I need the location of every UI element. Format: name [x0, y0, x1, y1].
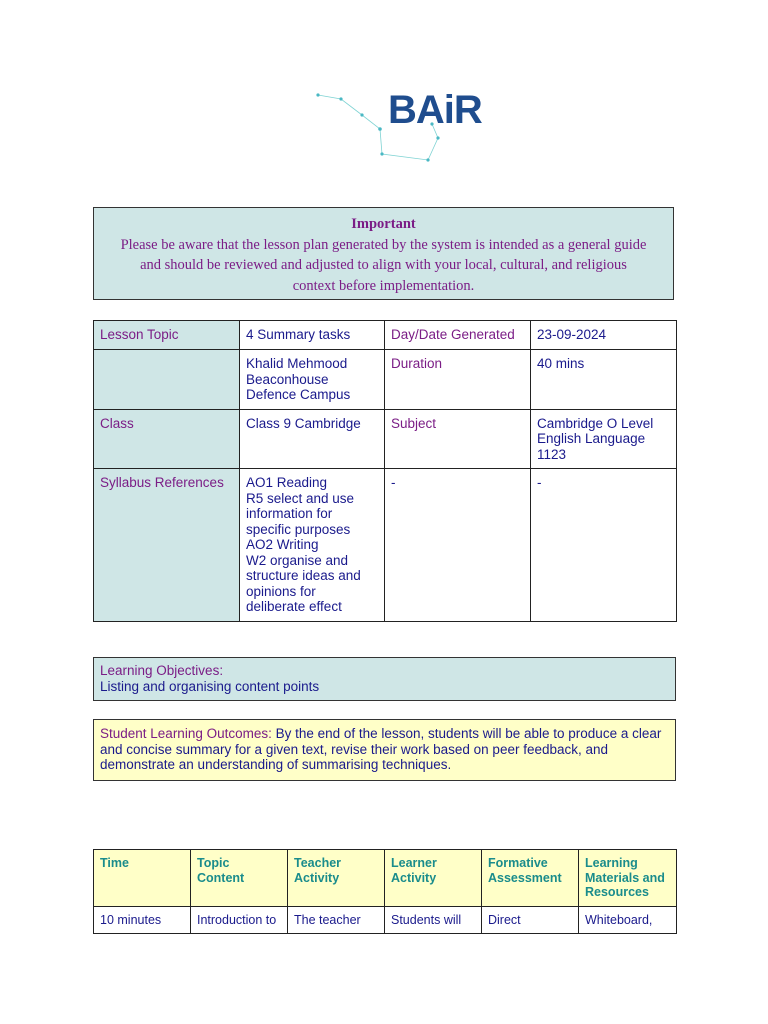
lesson-plan-table: [93, 849, 677, 934]
info-value-line: Cambridge O Level: [537, 415, 654, 431]
info-value: [240, 409, 385, 469]
info-row: [94, 469, 677, 622]
plan-header-line: Assessment: [488, 870, 562, 885]
plan-header: [288, 850, 385, 907]
info-value-line: -: [537, 475, 542, 490]
info-value-line: R5 select and use: [246, 490, 355, 506]
plan-header-line: Activity: [294, 870, 340, 885]
info-value-line: Class 9 Cambridge: [246, 415, 361, 431]
info-value-line: W2 organise and: [246, 552, 349, 568]
learning-objectives: [93, 657, 676, 701]
important-notice: [93, 207, 674, 300]
notice-line: context before implementation.: [292, 277, 475, 294]
info-value-line: opinions for: [246, 583, 316, 599]
info-value-line: AO1 Reading: [246, 475, 328, 490]
info-label: [94, 350, 240, 410]
plan-header-line: Time: [100, 856, 129, 870]
info-value: [531, 321, 677, 350]
plan-header-line: Materials and: [585, 870, 665, 885]
notice-heading: Important: [351, 216, 416, 232]
plan-header-line: Topic: [197, 856, 230, 870]
info-value: [531, 409, 677, 469]
info-row: [94, 321, 677, 350]
outcomes-text: By the end of the lesson, students will be able to produce a clear and concise summary for a given text, revise their work based on peer feedback, and demonstrate an understanding of summarising techniques.: [100, 726, 662, 772]
plan-cell: Introduction to: [191, 906, 288, 934]
plan-header: [94, 850, 191, 907]
info-value: [240, 321, 385, 350]
plan-cell: The teacher: [288, 906, 385, 934]
objectives-text: Listing and organising content points: [100, 678, 320, 694]
notice-line: Please be aware that the lesson plan generated by the system is intended as a general guide: [120, 236, 647, 253]
plan-header: [385, 850, 482, 907]
logo-text: BAiR: [388, 88, 482, 132]
learning-outcomes: [93, 719, 676, 781]
info-value-line: Khalid Mehmood: [246, 356, 348, 371]
info-label: Subject: [385, 409, 531, 469]
info-value: [531, 350, 677, 410]
bair-logo: [308, 82, 498, 168]
info-label: Syllabus References: [94, 469, 240, 622]
info-value-line: deliberate effect: [246, 599, 342, 614]
info-value-line: 4 Summary tasks: [246, 327, 351, 342]
plan-header-line: Activity: [391, 870, 437, 885]
plan-row: [94, 906, 677, 934]
lesson-info-table: [93, 320, 677, 622]
plan-cell: Direct: [482, 906, 579, 934]
info-row: [94, 350, 677, 410]
plan-cell: Students will: [385, 906, 482, 934]
plan-header: [191, 850, 288, 907]
info-value-line: 40 mins: [537, 356, 585, 371]
info-value: [531, 469, 677, 622]
info-value-line: 1123: [537, 446, 567, 462]
info-row: [94, 409, 677, 469]
info-value-line: Beaconhouse: [246, 371, 329, 387]
info-label: Duration: [385, 350, 531, 410]
plan-header-line: Learner: [391, 856, 437, 870]
info-label: -: [385, 469, 531, 622]
info-label: Day/Date Generated: [385, 321, 531, 350]
plan-header: [482, 850, 579, 907]
info-value-line: structure ideas and: [246, 568, 361, 583]
info-value-line: English Language: [537, 431, 646, 446]
plan-header-line: Formative: [488, 856, 548, 870]
plan-header-line: Content: [197, 870, 245, 885]
info-value: [240, 469, 385, 622]
info-value-line: AO2 Writing: [246, 537, 319, 552]
info-value-line: Defence Campus: [246, 387, 351, 402]
info-value-line: 23-09-2024: [537, 327, 607, 342]
info-value-line: information for: [246, 506, 333, 521]
plan-cell: Whiteboard,: [579, 906, 677, 934]
info-label: Lesson Topic: [94, 321, 240, 350]
plan-header-line: Resources: [585, 885, 649, 899]
plan-header-line: Learning: [585, 856, 638, 870]
plan-header-line: Teacher: [294, 856, 342, 870]
info-value-line: specific purposes: [246, 521, 351, 537]
info-value: [240, 350, 385, 410]
notice-line: and should be reviewed and adjusted to align with your local, cultural, and religious: [140, 257, 627, 273]
plan-header: [579, 850, 677, 907]
outcomes-title: Student Learning Outcomes:: [100, 726, 272, 741]
plan-cell: 10 minutes: [94, 906, 191, 934]
objectives-title: Learning Objectives:: [100, 663, 224, 678]
info-label: Class: [94, 409, 240, 469]
